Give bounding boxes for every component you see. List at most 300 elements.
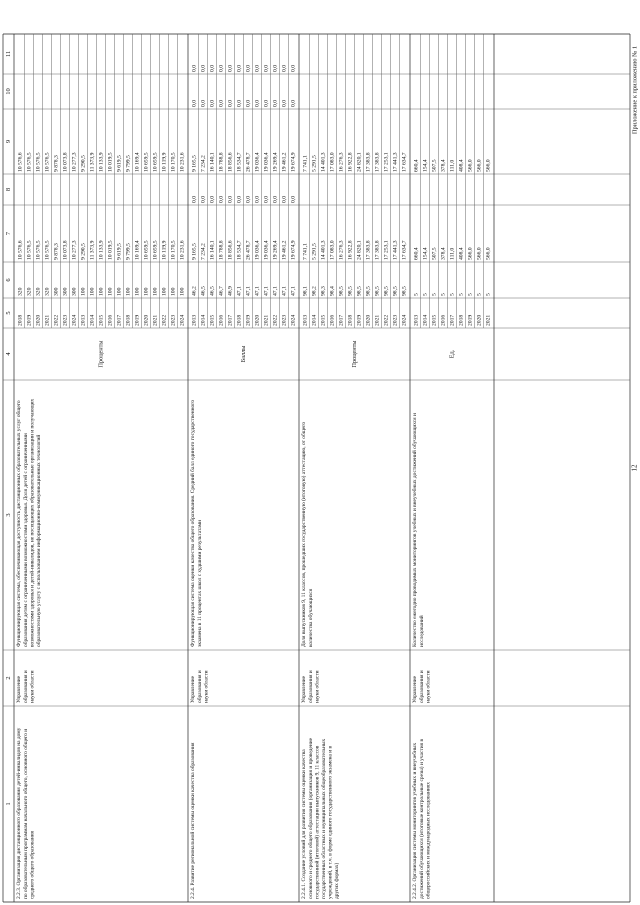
cell-total: 17 253,1 bbox=[383, 240, 390, 260]
cell-target: 98,4 bbox=[329, 286, 336, 296]
cell-year: 2013 bbox=[413, 314, 420, 326]
cell-year: 2021 bbox=[263, 314, 270, 326]
cell-year: 2013 bbox=[80, 314, 87, 326]
cell-target: 98,5 bbox=[338, 286, 345, 296]
cell-year: 2024 bbox=[71, 314, 78, 326]
cell-regional: 17 383,8 bbox=[374, 152, 381, 172]
cell-regional: 10 576,5 bbox=[35, 152, 42, 172]
cell-year: 2024 bbox=[179, 314, 186, 326]
cell-regional: 9 619,5 bbox=[116, 155, 123, 172]
cell-total: 10 119,9 bbox=[161, 240, 168, 260]
section-executor-line: науки области bbox=[314, 670, 321, 703]
cell-target: 98,5 bbox=[365, 286, 372, 296]
cell-year: 2016 bbox=[218, 314, 225, 326]
cell-regional: 378,4 bbox=[440, 159, 447, 172]
cell-total: 9 878,3 bbox=[53, 243, 60, 260]
cell-local: 0,0 bbox=[245, 100, 252, 107]
cell-local: 0,0 bbox=[218, 100, 225, 107]
cell-year: 2021 bbox=[374, 314, 381, 326]
cell-other: 0,0 bbox=[245, 65, 252, 72]
cell-target: 5 bbox=[422, 293, 429, 296]
appendix-label: Приложение к приложению № 1 bbox=[631, 45, 639, 135]
column-number: 8 bbox=[4, 187, 12, 192]
cell-regional: 10 659,5 bbox=[143, 152, 150, 172]
cell-regional: 10 277,3 bbox=[71, 152, 78, 172]
cell-year: 2023 bbox=[62, 314, 69, 326]
cell-total: 10 073,8 bbox=[62, 240, 69, 260]
cell-target: 98,1 bbox=[302, 286, 309, 296]
cell-total: 111,0 bbox=[449, 247, 456, 260]
cell-regional: 18 788,8 bbox=[218, 152, 225, 172]
cell-regional: 18 534,7 bbox=[236, 152, 243, 172]
cell-year: 2023 bbox=[170, 314, 177, 326]
cell-year: 2016 bbox=[107, 314, 114, 326]
cell-regional: 7 741,1 bbox=[302, 155, 309, 172]
cell-total: 16 276,3 bbox=[338, 240, 345, 260]
section-indicator-line: количества обучающихся bbox=[307, 588, 314, 647]
cell-regional: 9 165,5 bbox=[191, 155, 198, 172]
cell-year: 2024 bbox=[401, 314, 408, 326]
cell-target: 46,5 bbox=[209, 286, 216, 296]
cell-total: 7 234,2 bbox=[200, 243, 207, 260]
section-executor-line: Управление bbox=[412, 675, 419, 703]
cell-target: 98,5 bbox=[347, 286, 354, 296]
cell-target: 100 bbox=[125, 287, 132, 296]
cell-other: 0,0 bbox=[263, 65, 270, 72]
cell-regional: 10 576,5 bbox=[26, 152, 33, 172]
cell-target: 100 bbox=[152, 287, 159, 296]
cell-federal: 0,0 bbox=[200, 196, 207, 203]
cell-year: 2019 bbox=[26, 314, 33, 326]
section-executor bbox=[16, 670, 35, 703]
column-number: 3 bbox=[4, 513, 12, 517]
section-executor-line: науки области bbox=[203, 670, 210, 703]
cell-target: 47,1 bbox=[236, 286, 243, 296]
cell-regional: 9 878,3 bbox=[53, 155, 60, 172]
section-executor-line: Управление bbox=[190, 675, 197, 703]
cell-regional: 17 634,7 bbox=[401, 152, 408, 172]
section-title bbox=[189, 742, 196, 899]
cell-regional: 10 073,8 bbox=[62, 152, 69, 172]
cell-regional: 16 276,3 bbox=[338, 152, 345, 172]
column-number: 6 bbox=[4, 278, 12, 282]
cell-total: 17 383,8 bbox=[365, 240, 372, 260]
cell-target: 100 bbox=[161, 287, 168, 296]
cell-total: 17 083,0 bbox=[329, 240, 336, 260]
cell-total: 17 441,3 bbox=[392, 240, 399, 260]
cell-year: 2021 bbox=[44, 314, 51, 326]
cell-year: 2022 bbox=[383, 314, 390, 326]
cell-total: 10 231,6 bbox=[179, 240, 186, 260]
section-executor-line: Управление bbox=[301, 675, 308, 703]
cell-total: 660,4 bbox=[413, 247, 420, 260]
cell-year: 2014 bbox=[200, 314, 207, 326]
section-executor-line: науки области bbox=[425, 670, 432, 703]
cell-other: 0,0 bbox=[272, 65, 279, 72]
cell-other: 0,0 bbox=[227, 65, 234, 72]
cell-total: 7 741,1 bbox=[302, 243, 309, 260]
cell-regional: 10 119,9 bbox=[161, 152, 168, 172]
cell-target: 100 bbox=[80, 287, 87, 296]
cell-target: 100 bbox=[134, 287, 141, 296]
column-number: 7 bbox=[4, 231, 12, 236]
cell-year: 2019 bbox=[245, 314, 252, 326]
cell-year: 2016 bbox=[440, 314, 447, 326]
cell-federal: 0,0 bbox=[281, 196, 288, 203]
cell-year: 2019 bbox=[356, 314, 363, 326]
cell-year: 2014 bbox=[89, 314, 96, 326]
cell-total: 19 036,4 bbox=[263, 240, 270, 260]
cell-year: 2018 bbox=[17, 314, 24, 326]
cell-other: 0,0 bbox=[191, 65, 198, 72]
cell-target: 5 bbox=[449, 293, 456, 296]
cell-total: 17 383,8 bbox=[374, 240, 381, 260]
cell-year: 2022 bbox=[161, 314, 168, 326]
cell-federal: 0,0 bbox=[254, 196, 261, 203]
cell-local: 0,0 bbox=[200, 100, 207, 107]
cell-federal: 0,0 bbox=[227, 196, 234, 203]
cell-target: 100 bbox=[170, 287, 177, 296]
cell-year: 2024 bbox=[290, 314, 297, 326]
cell-target: 100 bbox=[143, 287, 150, 296]
section-title-line: государственных областных и муниципальных общеобразовательных bbox=[321, 738, 328, 899]
cell-total: 18 788,8 bbox=[218, 240, 225, 260]
cell-regional: 14 401,3 bbox=[320, 152, 327, 172]
cell-total: 154,4 bbox=[422, 247, 429, 260]
cell-total: 16 140,1 bbox=[209, 240, 216, 260]
section-title-line: 2.2.4. Развитие региональной системы оценки качества образования bbox=[190, 742, 197, 899]
section-indicator-line: образовательную услугу с использованием информационно-коммуникационных технологий bbox=[36, 434, 43, 647]
cell-total: 17 634,7 bbox=[401, 240, 408, 260]
cell-local: 0,0 bbox=[209, 100, 216, 107]
cell-total: 19 461,2 bbox=[281, 240, 288, 260]
cell-year: 2023 bbox=[281, 314, 288, 326]
section-title-line: основного и среднего общего образования (организация и проведение bbox=[307, 737, 314, 899]
cell-regional: 11 373,9 bbox=[89, 152, 96, 172]
cell-regional: 16 140,1 bbox=[209, 152, 216, 172]
cell-regional: 17 083,0 bbox=[329, 152, 336, 172]
cell-regional: 660,4 bbox=[413, 159, 420, 172]
cell-regional: 19 036,4 bbox=[254, 152, 261, 172]
cell-regional: 9 799,5 bbox=[125, 155, 132, 172]
cell-total: 378,4 bbox=[440, 247, 447, 260]
cell-year: 2020 bbox=[143, 314, 150, 326]
cell-year: 2017 bbox=[116, 314, 123, 326]
section-title-line: общероссийских и международных исследованиях bbox=[425, 782, 432, 899]
cell-regional: 7 234,2 bbox=[200, 155, 207, 172]
cell-regional: 10 576,6 bbox=[17, 152, 24, 172]
cell-local: 0,0 bbox=[191, 100, 198, 107]
cell-other: 0,0 bbox=[281, 65, 288, 72]
cell-total: 24 820,1 bbox=[356, 240, 363, 260]
cell-year: 2019 bbox=[134, 314, 141, 326]
cell-regional: 18 856,6 bbox=[227, 152, 234, 172]
cell-regional: 566,0 bbox=[476, 159, 483, 172]
column-number: 5 bbox=[4, 311, 12, 315]
section-indicator-line: экзамена в 11 процентах школ с худшими результатами bbox=[196, 519, 203, 647]
cell-year: 2019 bbox=[467, 314, 474, 326]
section-indicator-line: Количество ежегодно проводимых мониторингов учебных и внеучебных достижений обучающихся и bbox=[412, 413, 419, 647]
section-title bbox=[411, 739, 431, 899]
cell-total: 10 576,5 bbox=[35, 240, 42, 260]
section-indicator bbox=[411, 413, 425, 647]
cell-year: 2021 bbox=[485, 314, 492, 326]
section-executor bbox=[412, 670, 431, 703]
cell-total: 18 856,6 bbox=[227, 240, 234, 260]
cell-regional: 10 576,5 bbox=[44, 152, 51, 172]
cell-target: 5 bbox=[467, 293, 474, 296]
section-unit: Проценты bbox=[97, 340, 105, 368]
cell-total: 566,0 bbox=[476, 247, 483, 260]
cell-total: 566,0 bbox=[467, 247, 474, 260]
cell-target: 98,5 bbox=[383, 286, 390, 296]
column-number: 10 bbox=[4, 88, 12, 95]
cell-local: 0,0 bbox=[272, 100, 279, 107]
cell-regional: 17 383,8 bbox=[365, 152, 372, 172]
cell-total: 9 290,5 bbox=[80, 243, 87, 260]
section-title-line: других формах) bbox=[334, 862, 341, 899]
cell-total: 18 534,7 bbox=[236, 240, 243, 260]
cell-total: 10 019,5 bbox=[107, 240, 114, 260]
cell-target: 46,2 bbox=[191, 286, 198, 296]
cell-total: 16 922,8 bbox=[347, 240, 354, 260]
section-executor-line: Управление bbox=[16, 675, 23, 703]
cell-target: 100 bbox=[179, 287, 186, 296]
cell-regional: 10 659,5 bbox=[152, 152, 159, 172]
cell-other: 0,0 bbox=[254, 65, 261, 72]
cell-year: 2013 bbox=[191, 314, 198, 326]
section-title-line: среднего общего образования bbox=[29, 830, 36, 899]
cell-year: 2014 bbox=[422, 314, 429, 326]
cell-federal: 0,0 bbox=[236, 196, 243, 203]
cell-year: 2017 bbox=[449, 314, 456, 326]
cell-regional: 26 478,7 bbox=[245, 152, 252, 172]
cell-year: 2020 bbox=[254, 314, 261, 326]
cell-total: 9 799,5 bbox=[125, 243, 132, 260]
cell-target: 47,1 bbox=[263, 286, 270, 296]
cell-regional: 10 133,9 bbox=[98, 152, 105, 172]
cell-target: 320 bbox=[17, 287, 24, 296]
cell-target: 98,3 bbox=[320, 286, 327, 296]
cell-target: 98,5 bbox=[356, 286, 363, 296]
cell-target: 100 bbox=[89, 287, 96, 296]
section-indicator-line: Доля выпускников 9, 11 классов, прошедших государственную (итоговую) аттестацию, от общего bbox=[301, 421, 308, 647]
section-executor-line: образования и bbox=[418, 670, 425, 703]
cell-local: 0,0 bbox=[281, 100, 288, 107]
cell-target: 98,5 bbox=[401, 286, 408, 296]
cell-year: 2023 bbox=[392, 314, 399, 326]
cell-regional: 19 269,4 bbox=[272, 152, 279, 172]
section-title-line: 2.2.4.1. Создание условий для развития системы оценки качества bbox=[301, 749, 308, 899]
cell-year: 2015 bbox=[431, 314, 438, 326]
cell-target: 5 bbox=[413, 293, 420, 296]
cell-target: 300 bbox=[71, 287, 78, 296]
cell-target: 98,5 bbox=[392, 286, 399, 296]
cell-target: 46,9 bbox=[227, 286, 234, 296]
cell-year: 2015 bbox=[209, 314, 216, 326]
cell-year: 2018 bbox=[125, 314, 132, 326]
section-title bbox=[15, 727, 35, 899]
column-number: 1 bbox=[4, 802, 12, 806]
cell-year: 2013 bbox=[302, 314, 309, 326]
section-indicator-line: образования детям с ограниченными возможностями здоровья. Доля детей с ограниченными bbox=[22, 433, 29, 647]
cell-regional: 408,4 bbox=[458, 159, 465, 172]
cell-federal: 0,0 bbox=[218, 196, 225, 203]
section-unit: Баллы bbox=[239, 345, 247, 363]
section-title-line: по образовательным программам начального общего, основного общего и bbox=[22, 728, 29, 899]
cell-regional: 566,0 bbox=[467, 159, 474, 172]
cell-total: 14 401,3 bbox=[320, 240, 327, 260]
cell-target: 5 bbox=[458, 293, 465, 296]
cell-year: 2021 bbox=[152, 314, 159, 326]
cell-regional: 5 291,5 bbox=[311, 155, 318, 172]
cell-total: 11 373,9 bbox=[89, 240, 96, 260]
cell-federal: 0,0 bbox=[209, 196, 216, 203]
cell-regional: 19 036,4 bbox=[263, 152, 270, 172]
section-indicator bbox=[15, 398, 42, 647]
cell-target: 320 bbox=[26, 287, 33, 296]
cell-target: 98,2 bbox=[311, 286, 318, 296]
cell-federal: 0,0 bbox=[272, 196, 279, 203]
section-indicator-line: Функционирующая система оценки качества общего образования. Средний балл единого государственного bbox=[190, 399, 197, 647]
cell-target: 47,1 bbox=[245, 286, 252, 296]
cell-total: 10 170,5 bbox=[170, 240, 177, 260]
cell-target: 46,5 bbox=[200, 286, 207, 296]
cell-total: 9 165,5 bbox=[191, 243, 198, 260]
cell-year: 2018 bbox=[236, 314, 243, 326]
cell-regional: 17 253,1 bbox=[383, 152, 390, 172]
cell-regional: 507,5 bbox=[431, 159, 438, 172]
section-indicator bbox=[189, 400, 203, 647]
cell-total: 26 478,7 bbox=[245, 240, 252, 260]
section-unit: Проценты bbox=[350, 340, 358, 368]
cell-regional: 10 231,6 bbox=[179, 152, 186, 172]
cell-regional: 9 290,5 bbox=[80, 155, 87, 172]
cell-total: 10 169,4 bbox=[134, 240, 141, 260]
cell-year: 2020 bbox=[365, 314, 372, 326]
column-number: 4 bbox=[4, 352, 12, 356]
cell-regional: 17 441,3 bbox=[392, 152, 399, 172]
cell-target: 100 bbox=[116, 287, 123, 296]
cell-total: 19 036,4 bbox=[254, 240, 261, 260]
cell-regional: 566,0 bbox=[485, 159, 492, 172]
cell-year: 2014 bbox=[311, 314, 318, 326]
cell-total: 507,5 bbox=[431, 247, 438, 260]
cell-local: 0,0 bbox=[254, 100, 261, 107]
cell-target: 47,1 bbox=[272, 286, 279, 296]
cell-total: 10 576,6 bbox=[17, 240, 24, 260]
cell-other: 0,0 bbox=[209, 65, 216, 72]
cell-federal: 0,0 bbox=[245, 196, 252, 203]
cell-regional: 24 820,1 bbox=[356, 152, 363, 172]
section-indicator-line: Функционирующая система, обеспечивающая доступность дистанционных образовательных услуг общего bbox=[16, 400, 23, 647]
cell-year: 2017 bbox=[338, 314, 345, 326]
cell-local: 0,0 bbox=[227, 100, 234, 107]
page-number: 12 bbox=[630, 464, 639, 472]
cell-federal: 0,0 bbox=[263, 196, 270, 203]
cell-target: 5 bbox=[431, 293, 438, 296]
section-executor bbox=[190, 670, 209, 703]
cell-regional: 10 019,5 bbox=[107, 152, 114, 172]
cell-year: 2018 bbox=[347, 314, 354, 326]
cell-year: 2022 bbox=[53, 314, 60, 326]
cell-total: 10 659,5 bbox=[143, 240, 150, 260]
section-indicator-line: возможностями здоровья и детей-инвалидов, не посещающих образовательные организации и получающих bbox=[29, 398, 36, 647]
section-title-line: 2.2.3. Организация дистанционного образования детей-инвалидов на дому bbox=[16, 727, 23, 899]
cell-target: 47,1 bbox=[281, 286, 288, 296]
cell-target: 320 bbox=[44, 287, 51, 296]
section-title-line: учреждений, в т.ч. в форме единого государственного экзамена и в bbox=[327, 745, 334, 899]
cell-federal: 0,0 bbox=[191, 196, 198, 203]
cell-total: 19 269,4 bbox=[272, 240, 279, 260]
cell-year: 2020 bbox=[476, 314, 483, 326]
cell-other: 0,0 bbox=[290, 65, 297, 72]
section-indicator bbox=[300, 422, 314, 647]
section-title-line: достижений обучающихся (итоговые контрольные срезы) и участия в bbox=[418, 739, 425, 899]
section-unit: Ед. bbox=[448, 349, 456, 359]
section-title-line: 2.2.4.2. Организация системы мониторингов учебных и внеучебных bbox=[412, 742, 419, 899]
cell-total: 10 576,5 bbox=[44, 240, 51, 260]
cell-regional: 154,4 bbox=[422, 159, 429, 172]
cell-local: 0,0 bbox=[263, 100, 270, 107]
cell-regional: 19 461,2 bbox=[281, 152, 288, 172]
cell-other: 0,0 bbox=[218, 65, 225, 72]
cell-target: 5 bbox=[476, 293, 483, 296]
column-number: 11 bbox=[4, 50, 12, 58]
cell-local: 0,0 bbox=[290, 100, 297, 107]
section-executor-line: образования и bbox=[196, 670, 203, 703]
cell-regional: 19 674,9 bbox=[290, 152, 297, 172]
cell-total: 408,4 bbox=[458, 247, 465, 260]
cell-target: 320 bbox=[35, 287, 42, 296]
cell-target: 300 bbox=[62, 287, 69, 296]
cell-year: 2015 bbox=[320, 314, 327, 326]
cell-total: 9 619,5 bbox=[116, 243, 123, 260]
cell-target: 47,1 bbox=[254, 286, 261, 296]
cell-total: 566,0 bbox=[485, 247, 492, 260]
cell-year: 2018 bbox=[458, 314, 465, 326]
cell-federal: 0,0 bbox=[290, 196, 297, 203]
cell-total: 19 674,9 bbox=[290, 240, 297, 260]
cell-regional: 16 922,8 bbox=[347, 152, 354, 172]
cell-total: 10 659,5 bbox=[152, 240, 159, 260]
section-executor-line: образования и bbox=[22, 670, 29, 703]
cell-year: 2020 bbox=[35, 314, 42, 326]
cell-other: 0,0 bbox=[236, 65, 243, 72]
section-executor-line: образования и bbox=[307, 670, 314, 703]
section-indicator-line: исследований bbox=[418, 615, 425, 647]
cell-year: 2022 bbox=[272, 314, 279, 326]
cell-target: 47,1 bbox=[290, 286, 297, 296]
cell-year: 2015 bbox=[98, 314, 105, 326]
section-executor-line: науки области bbox=[29, 670, 36, 703]
cell-total: 5 291,5 bbox=[311, 243, 318, 260]
section-executor bbox=[301, 670, 320, 703]
cell-regional: 10 170,5 bbox=[170, 152, 177, 172]
cell-target: 5 bbox=[440, 293, 447, 296]
section-title-line: государственной (итоговой) аттестации выпускников 9, 11 классов bbox=[314, 745, 321, 899]
cell-total: 10 576,5 bbox=[26, 240, 33, 260]
cell-regional: 10 169,4 bbox=[134, 152, 141, 172]
section-title bbox=[300, 737, 340, 899]
column-number: 9 bbox=[4, 139, 12, 144]
cell-target: 100 bbox=[98, 287, 105, 296]
cell-year: 2016 bbox=[329, 314, 336, 326]
cell-regional: 111,0 bbox=[449, 159, 456, 172]
cell-target: 98,5 bbox=[374, 286, 381, 296]
cell-year: 2017 bbox=[227, 314, 234, 326]
cell-total: 10 133,9 bbox=[98, 240, 105, 260]
